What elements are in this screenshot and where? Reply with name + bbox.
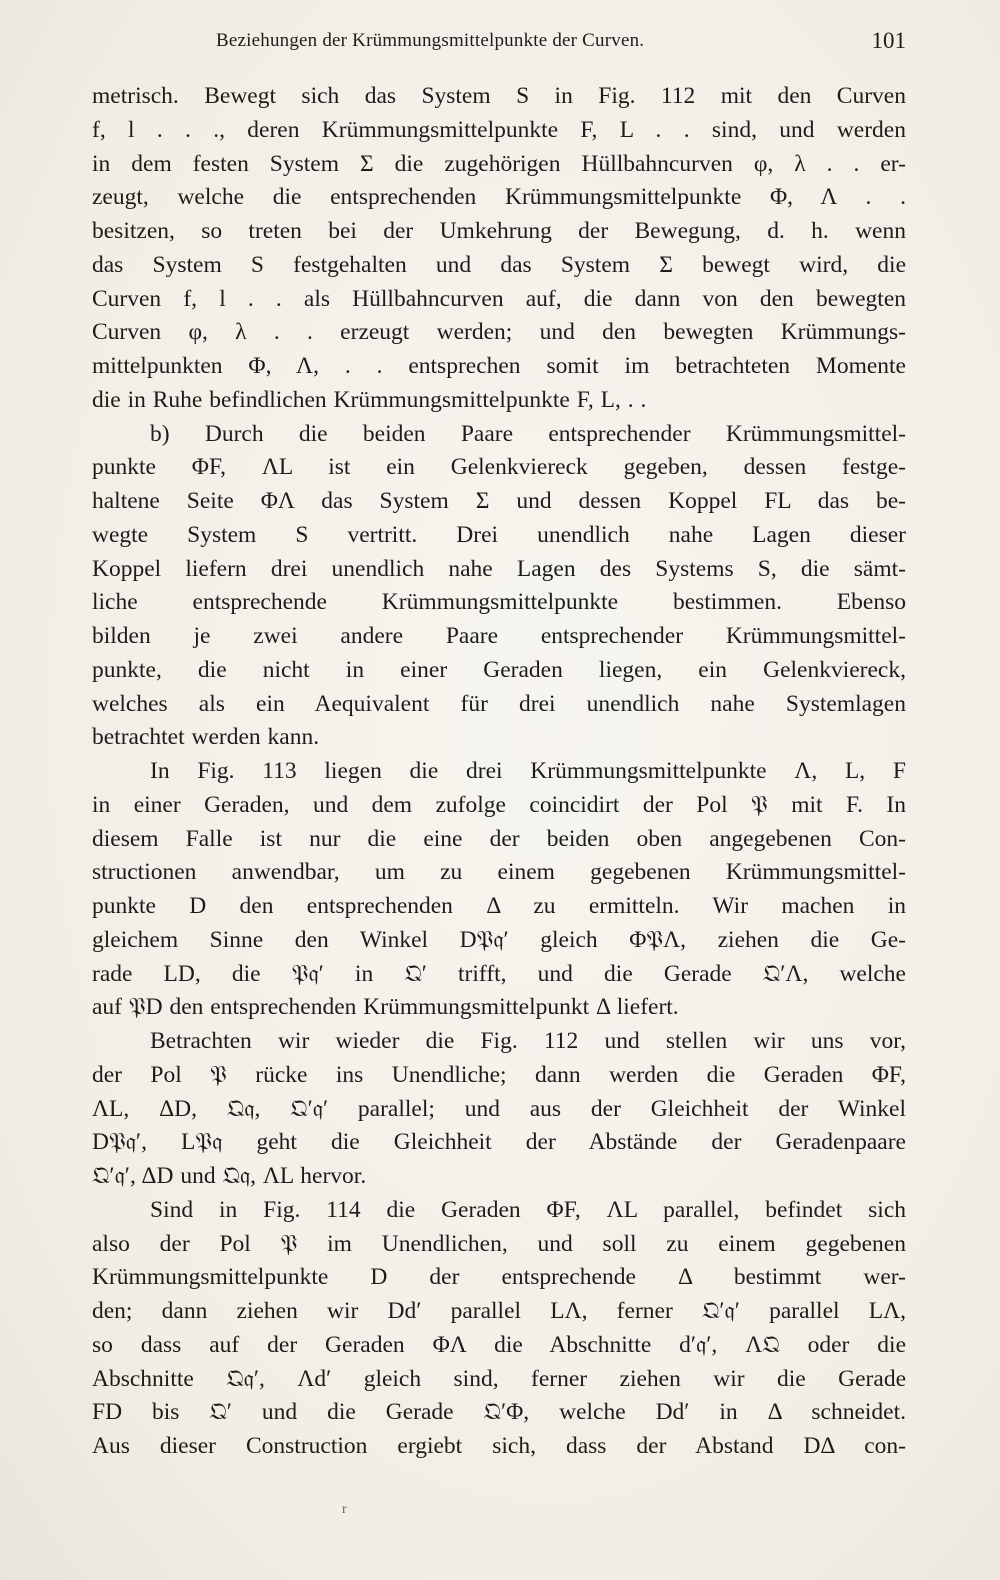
text-line: metrisch. Bewegt sich das System S in Fig. 112 mit den Curven bbox=[92, 83, 906, 109]
text-line: besitzen, so treten bei der Umkehrung der Bewegung, d. h. wenn bbox=[92, 218, 906, 244]
text-line: punkte D den entsprechenden Δ zu ermitteln. Wir machen in bbox=[92, 893, 906, 919]
text-line: Betrachten wir wieder die Fig. 112 und stellen wir uns vor, bbox=[150, 1028, 906, 1054]
text-line: den; dann ziehen wir Dd′ parallel LΛ, ferner 𝔔′𝔮′ parallel LΛ, bbox=[92, 1298, 906, 1324]
text-line: welches als ein Aequivalent für drei unendlich nahe Systemlagen bbox=[92, 690, 906, 717]
text-line: mittelpunkten Φ, Λ, . . entsprechen somit im betrachteten Momente bbox=[92, 353, 906, 379]
text-line: in dem festen System Σ die zugehörigen Hüllbahncurven φ, λ . . er- bbox=[92, 150, 906, 177]
text-line: betrachtet werden kann. bbox=[92, 724, 320, 751]
text-line: auf 𝔓D den entsprechenden Krümmungsmittelpunkt Δ liefert. bbox=[92, 994, 679, 1021]
text-line: Krümmungsmittelpunkte D der entsprechende Δ bestimmt wer- bbox=[92, 1264, 906, 1291]
text-line: structionen anwendbar, um zu einem gegebenen Krümmungsmittel- bbox=[92, 859, 906, 886]
text-line: punkte, die nicht in einer Geraden liegen, ein Gelenkviereck, bbox=[92, 656, 906, 683]
text-line: D𝔓𝔮′, L𝔓𝔮 geht die Gleichheit der Abstände der Geradenpaare bbox=[92, 1129, 906, 1156]
text-line: Aus dieser Construction ergiebt sich, dass der Abstand DΔ con- bbox=[92, 1433, 906, 1459]
text-line: wegte System S vertritt. Drei unendlich nahe Lagen dieser bbox=[92, 521, 906, 548]
text-line: diesem Falle ist nur die eine der beiden oben angegebenen Con- bbox=[92, 825, 906, 852]
text-line: der Pol 𝔓 rücke ins Unendliche; dann werden die Geraden ΦF, bbox=[92, 1061, 906, 1088]
text-line: in einer Geraden, und dem zufolge coincidirt der Pol 𝔓 mit F. In bbox=[92, 791, 906, 818]
text-line: zeugt, welche die entsprechenden Krümmungsmittelpunkte Φ, Λ . . bbox=[92, 184, 906, 211]
body-text bbox=[92, 80, 906, 1464]
page-number: 101 bbox=[871, 28, 906, 53]
text-line: die in Ruhe befindlichen Krümmungsmittelpunkte F, L, . . bbox=[92, 386, 647, 413]
text-line: rade LD, die 𝔓𝔮′ in 𝔔′ trifft, und die Gerade 𝔔′Λ, welche bbox=[92, 960, 906, 987]
text-line: Curven f, l . . als Hüllbahncurven auf, die dann von den bewegten bbox=[92, 285, 906, 312]
text-line: Abschnitte 𝔔𝔮′, Λd′ gleich sind, ferner ziehen wir die Gerade bbox=[92, 1365, 906, 1392]
text-line: Koppel liefern drei unendlich nahe Lagen des Systems S, die sämt- bbox=[92, 555, 906, 582]
text-line: das System S festgehalten und das System Σ bewegt wird, die bbox=[92, 251, 906, 278]
text-line: haltene Seite ΦΛ das System Σ und dessen Koppel FL das be- bbox=[92, 488, 906, 514]
running-header bbox=[216, 30, 906, 58]
text-line: Curven φ, λ . . erzeugt werden; und den bewegten Krümmungs- bbox=[92, 319, 906, 346]
text-line: punkte ΦF, ΛL ist ein Gelenkviereck gegeben, dessen festge- bbox=[92, 454, 906, 481]
text-line: 𝔔′𝔮′, ΔD und 𝔔𝔮, ΛL hervor. bbox=[92, 1163, 367, 1189]
text-line: In Fig. 113 liegen die drei Krümmungsmittelpunkte Λ, L, F bbox=[150, 758, 906, 784]
text-line: Sind in Fig. 114 die Geraden ΦF, ΛL parallel, befindet sich bbox=[150, 1196, 906, 1223]
text-line: ΛL, ΔD, 𝔔𝔮, 𝔔′𝔮′ parallel; und aus der Gleichheit der Winkel bbox=[92, 1095, 906, 1122]
text-line: f, l . . ., deren Krümmungsmittelpunkte F, L . . sind, und werden bbox=[92, 116, 906, 143]
text-line: bilden je zwei andere Paare entsprechender Krümmungsmittel- bbox=[92, 623, 906, 649]
text-line: liche entsprechende Krümmungsmittelpunkte bestimmen. Ebenso bbox=[92, 589, 906, 616]
text-line: FD bis 𝔔′ und die Gerade 𝔔′Φ, welche Dd′ in Δ schneidet. bbox=[92, 1399, 906, 1426]
text-line: gleichem Sinne den Winkel D𝔓𝔮′ gleich Φ𝔓Λ, ziehen die Ge- bbox=[92, 926, 906, 953]
text-line: also der Pol 𝔓 im Unendlichen, und soll zu einem gegebenen bbox=[92, 1230, 906, 1257]
text-line: so dass auf der Geraden ΦΛ die Abschnitte d′𝔮′, Λ𝔔 oder die bbox=[92, 1331, 906, 1358]
stray-mark: r bbox=[342, 1502, 347, 1517]
running-title: Beziehungen der Krümmungsmittelpunkte der Curven. bbox=[216, 30, 645, 51]
text-line: b) Durch die beiden Paare entsprechender Krümmungsmittel- bbox=[150, 420, 906, 447]
